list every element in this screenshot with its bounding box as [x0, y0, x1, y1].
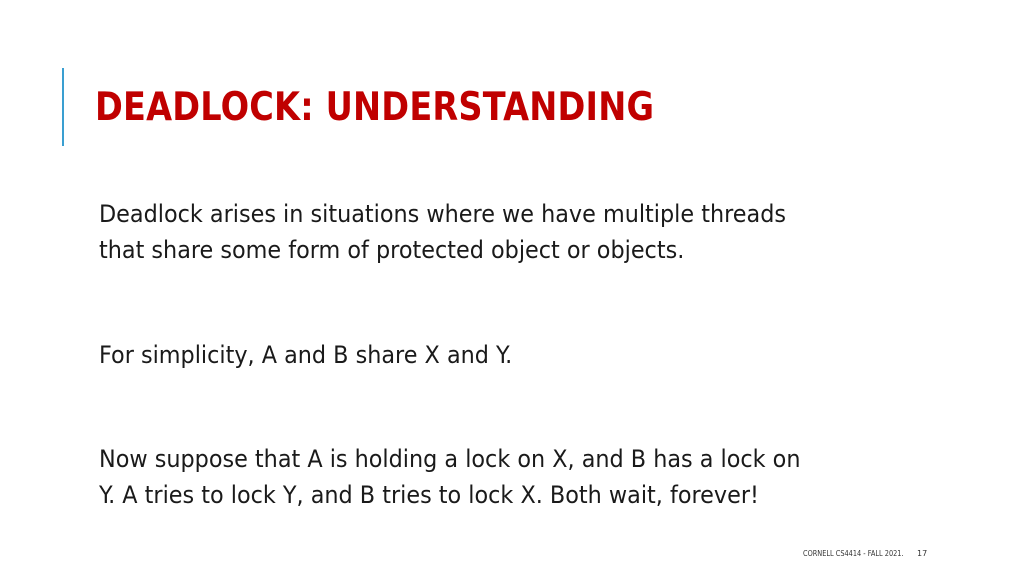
title-accent-bar — [62, 68, 64, 146]
footer-page-number: 17 — [917, 549, 928, 558]
paragraph-line: Y. A tries to lock Y, and B tries to lock X. Both wait, forever! — [99, 481, 759, 509]
paragraph-line: Deadlock arises in situations where we have multiple threads — [99, 200, 786, 228]
paragraph-line: For simplicity, A and B share X and Y. — [99, 341, 513, 369]
body-paragraph-1 — [99, 196, 786, 268]
body-paragraph-2 — [99, 337, 512, 373]
paragraph-line: Now suppose that A is holding a lock on X, and B has a lock on — [99, 445, 801, 473]
slide-title: DEADLOCK: UNDERSTANDING — [95, 85, 655, 130]
footer-course-label: CORNELL CS4414 - FALL 2021. — [803, 549, 904, 558]
paragraph-line: that share some form of protected object or objects. — [99, 236, 685, 264]
body-paragraph-3 — [99, 441, 800, 513]
